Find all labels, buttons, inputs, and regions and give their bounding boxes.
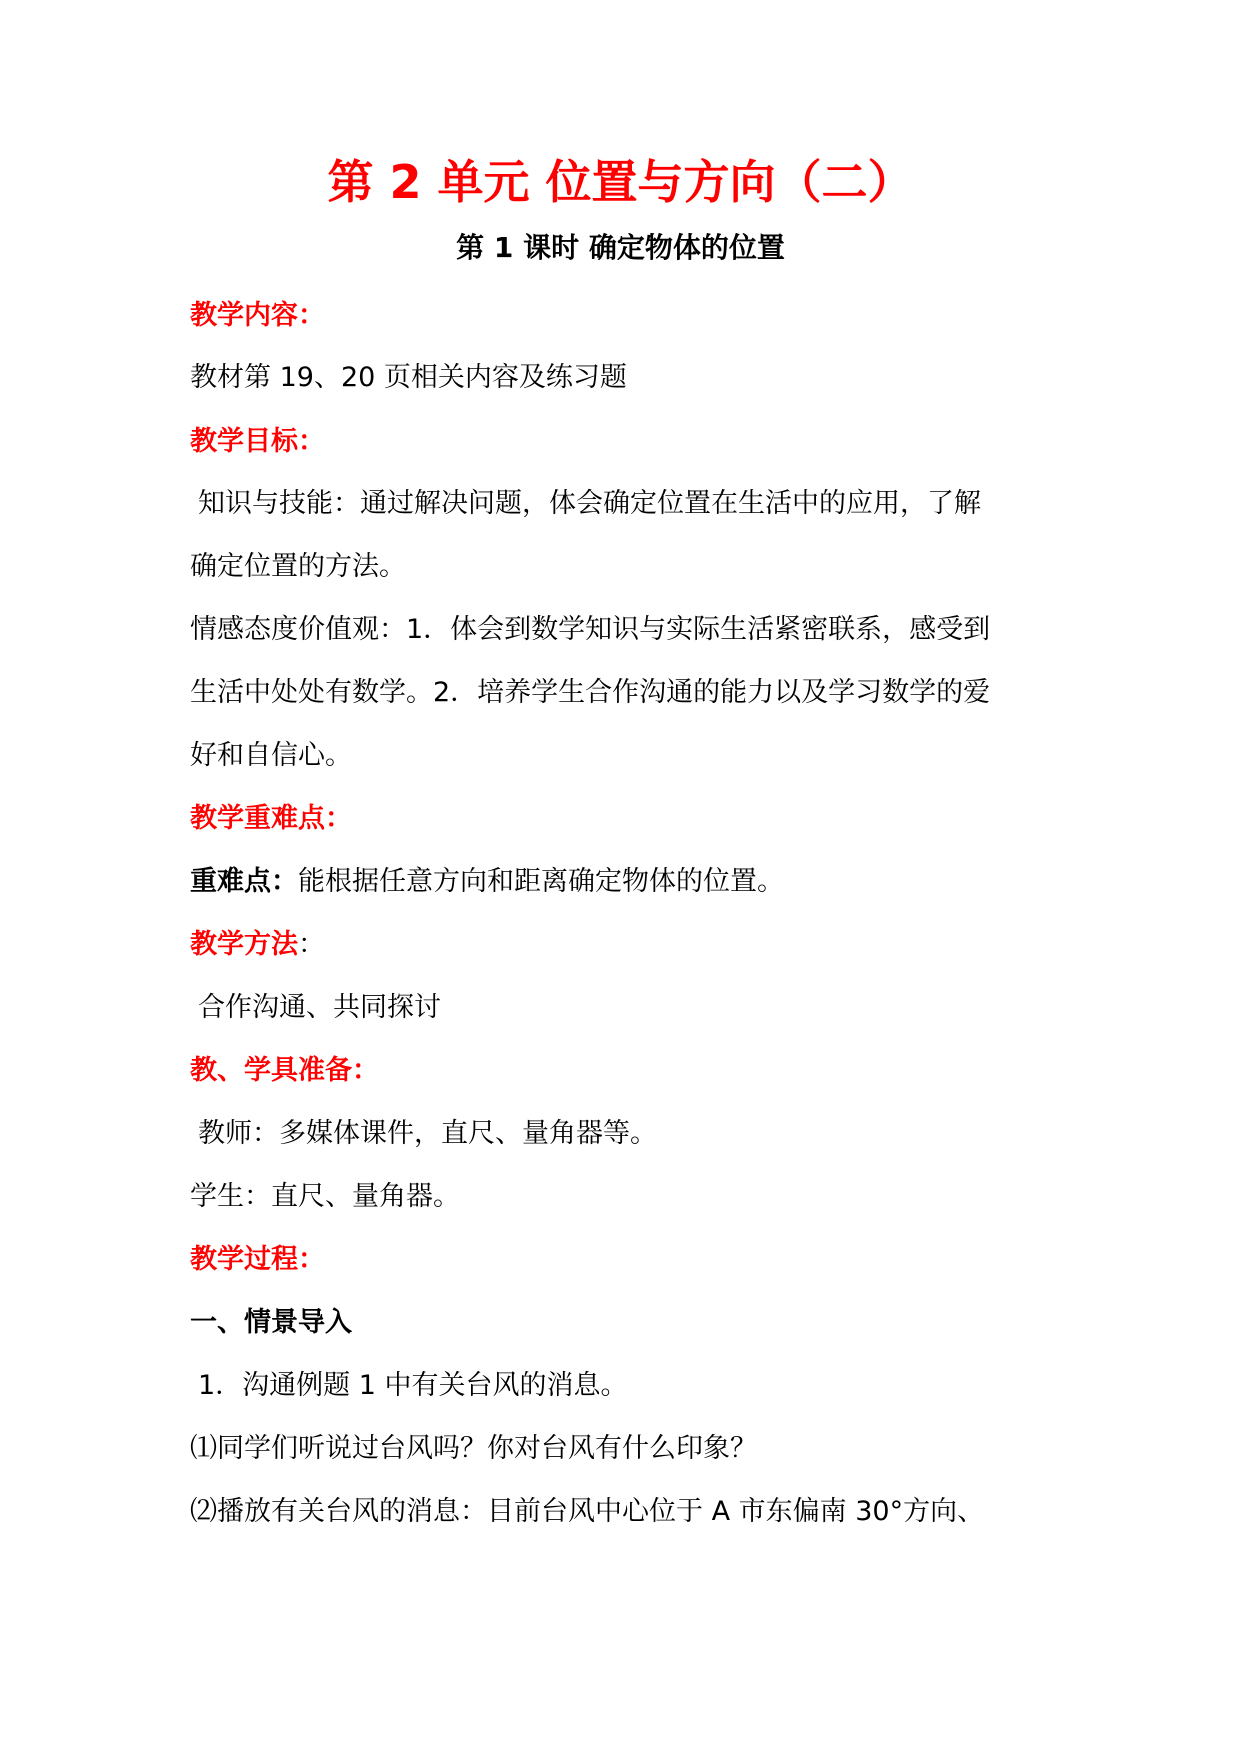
goals-line-5: 好和自信心。 [190,740,352,771]
method-heading: 教学方法 [190,929,298,960]
content-heading: 教学内容： [190,300,325,331]
goals-line-4: 生活中处处有数学。2．培养学生合作沟通的能力以及学习数学的爱 [190,677,991,708]
part1-heading: 一、情景导入 [190,1307,352,1338]
content-text: 教材第 19、20 页相关内容及练习题 [190,362,627,393]
method-colon: ： [298,929,325,960]
goals-line-2: 确定位置的方法。 [190,551,406,582]
process-heading: 教学过程： [190,1244,325,1275]
goals-line-3: 情感态度价值观：1．体会到数学知识与实际生活紧密联系，感受到 [190,614,991,645]
part1-sub-1: ⑴同学们听说过台风吗？你对台风有什么印象？ [190,1433,757,1464]
prep-heading: 教、学具准备： [190,1055,379,1086]
goals-line-1: 知识与技能：通过解决问题，体会确定位置在生活中的应用，了解 [198,488,981,519]
part1-item-1: 1．沟通例题 1 中有关台风的消息。 [198,1370,628,1401]
prep-student: 学生：直尺、量角器。 [190,1181,460,1212]
document-title: 第 2 单元 位置与方向（二） [327,155,914,209]
prep-teacher: 教师：多媒体课件，直尺、量角器等。 [198,1118,657,1149]
goals-heading: 教学目标： [190,426,325,457]
lesson-subtitle: 第 1 课时 确定物体的位置 [456,231,785,264]
method-text: 合作沟通、共同探讨 [198,992,441,1023]
method-heading-line [190,925,1070,965]
key-points-label: 重难点： [190,866,298,897]
part1-sub-2: ⑵播放有关台风的消息：目前台风中心位于 A 市东偏南 30°方向、 [190,1496,985,1527]
key-points-line [190,862,1070,902]
key-points-heading: 教学重难点： [190,803,352,834]
key-points-text: 能根据任意方向和距离确定物体的位置。 [298,866,784,897]
